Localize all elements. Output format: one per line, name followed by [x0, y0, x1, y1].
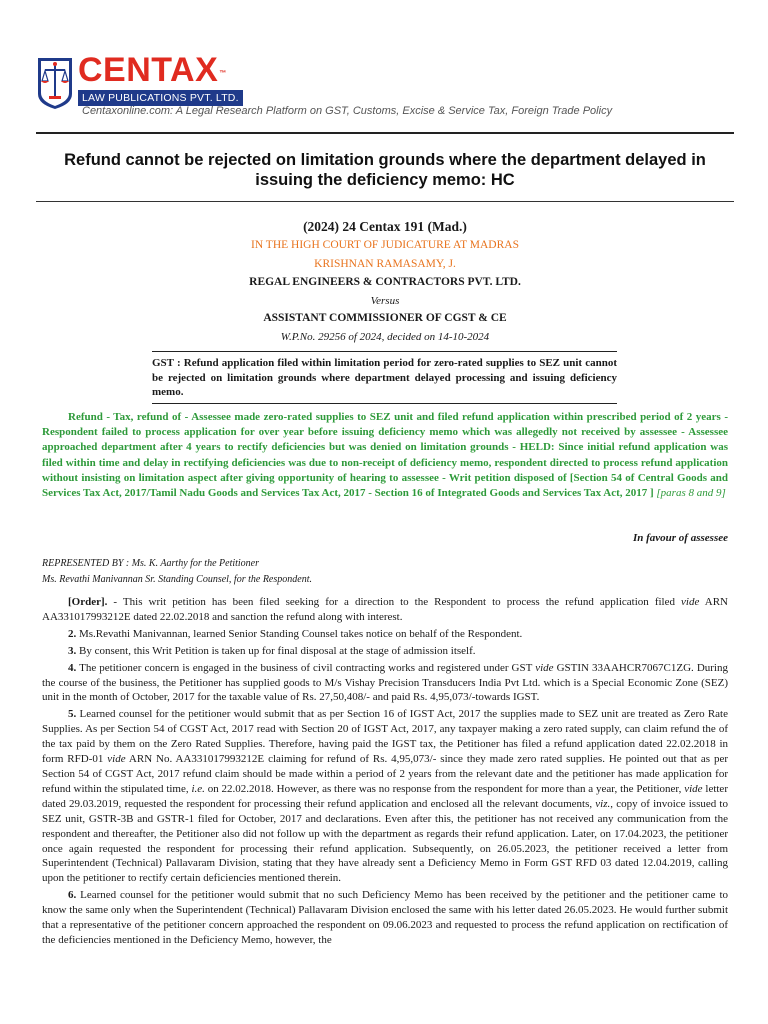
vide-term: vide	[107, 753, 126, 766]
paragraph-number: 4.	[68, 661, 77, 674]
vide-term: vide	[684, 782, 703, 795]
judgment-body	[42, 595, 728, 950]
ie-term: i.e.	[191, 782, 205, 795]
viz-term: viz.	[595, 797, 611, 810]
paras-reference: [paras 8 and 9]	[656, 487, 726, 500]
court-name: IN THE HIGH COURT OF JUDICATURE AT MADRAS	[251, 239, 519, 251]
paragraph-6	[42, 888, 728, 948]
vide-term: vide	[535, 661, 554, 674]
trademark-symbol: ™	[219, 70, 227, 77]
paragraph-5	[42, 707, 728, 886]
paragraph-number: 6.	[68, 889, 77, 902]
paragraph-text: GSTIN 33AAHCR7067C1ZG. During the course of the business, the Petitioner has supplied goods to M/s Vishay Precision Transducers India Pvt Ltd. which is a Special Economic Zone (SEZ) unit in the month of October, 2017 for the taxable value of Rs. 27,50,408/- and paid Rs. 4,95,073/-towards IGST.	[42, 661, 728, 704]
case-summary	[42, 410, 728, 501]
paragraph-text: ARN No. AA331017993212E claiming for refund of Rs. 4,95,073/- since they made zero rated supplies. He pointed out that as per Section 54 of CGST Act, 2017 refund claim should be made within a period of 2 years from the relevant date and the petitioner has made application for refund within the stipulated time,	[42, 753, 728, 795]
versus-label: Versus	[370, 295, 400, 307]
summary-text: Refund - Tax, refund of - Assessee made zero-rated supplies to SEZ unit and filed refund application within prescribed period of 2 years - Respondent failed to process application for over year before issuing deficiency memo which was allegedly not received by assessee - Assessee approached department after 4 years to rectify deficiencies but was denied on limitation grounds - HELD: Since initial refund application was filed within time and delay in rectifying deficiencies was due to non-receipt of deficiency memo, respondent directed to process refund application without insisting on limitation aspect after giving opportunity of hearing to assessee - Writ petition disposed of [Section 54 of Central Goods and Services Tax Act, 2017/Tamil Nadu Goods and Services Tax Act, 2017 - Section 16 of Integrated Goods and Services Tax Act, 2017 ]	[42, 411, 728, 500]
paragraph-4	[42, 661, 728, 706]
publisher-bar: LAW PUBLICATIONS PVT. LTD.	[78, 90, 243, 106]
scales-of-justice-icon	[36, 56, 74, 110]
paragraph-text: Learned counsel for the petitioner would submit that no such Deficiency Memo has been received by the petitioner and the petitioner came to know the same only when the Superintendent (Technical) Pallavaram Division enclosed the same with his letter dated 26.05.2023. He would further submit that a representative of the petitioner concern approached the respondent on 09.06.2023 and requested to process the refund application on rectification of the deficiencies mentioned in the Deficiency Memo, however, the	[42, 889, 728, 946]
tagline: Centaxonline.com: A Legal Research Platform on GST, Customs, Excise & Service Tax, Foreign Trade Policy	[82, 105, 613, 117]
paragraph-text: Learned counsel for the petitioner would submit that as per Section 16 of IGST Act, 2017 the supplies made to SEZ unit are treated as Zero Rate Supplies. As per Section 54 of CGST Act, 2017 read with Section 20 of IGST Act, 2017, any taxpayer making a zero rated supply, can claim refund the of the tax paid by them on the Zero Rated Supplies. Therefore, having paid the IGST tax, the Petitioner has filed a refund application dated 22.02.2018 in form RFD-01	[42, 708, 728, 766]
title-divider	[36, 201, 734, 202]
paragraph-text: letter dated 29.03.2019, requested the respondent for processing their refund application and enclosed all the relevant documents,	[42, 782, 728, 810]
respondent-name: ASSISTANT COMMISSIONER OF CGST & CE	[263, 312, 507, 324]
paragraph-text: on 22.02.2018. However, as there was no response from the respondent for more than a year, the Petitioner,	[204, 782, 685, 795]
petitioner-counsel: REPRESENTED BY : Ms. K. Aarthy for the Petitioner	[42, 558, 260, 569]
judge-name: KRISHNAN RAMASAMY, J.	[314, 258, 456, 270]
paragraph-number: 2.	[68, 627, 77, 640]
vide-term: vide	[681, 596, 700, 608]
paragraph-text: The petitioner concern is engaged in the business of civil contracting works and registered under GST	[76, 661, 536, 674]
petitioner-name: REGAL ENGINEERS & CONTRACTORS PVT. LTD.	[249, 276, 521, 288]
writ-petition-number: W.P.No. 29256 of 2024, decided on 14-10-2024	[280, 331, 490, 343]
paragraph-1	[42, 595, 728, 625]
paragraph-text: By consent, this Writ Petition is taken up for final disposal at the stage of admission itself.	[76, 644, 476, 657]
case-citation: (2024) 24 Centax 191 (Mad.)	[303, 219, 467, 234]
paragraph-number: 5.	[68, 708, 77, 721]
article-title: Refund cannot be rejected on limitation grounds where the department delayed in issuing the deficiency memo: HC	[64, 151, 706, 189]
brand-name: CENTAX™	[78, 51, 227, 89]
header-divider	[36, 132, 734, 134]
headnote-box: GST : Refund application filed within limitation period for zero-rated supplies to SEZ unit cannot be rejected on limitation grounds where department delayed processing and issuing deficiency memo.	[152, 351, 617, 404]
paragraph-3	[42, 644, 728, 659]
centax-header	[36, 51, 736, 124]
representation-block	[42, 556, 728, 588]
respondent-counsel: Ms. Revathi Manivannan Sr. Standing Counsel, for the Respondent.	[42, 574, 312, 585]
paragraph-2	[42, 627, 728, 642]
paragraph-number: 3.	[68, 644, 77, 657]
order-label: [Order].	[68, 596, 108, 608]
favour-label: In favour of assessee	[632, 532, 728, 544]
paragraph-text: Ms.Revathi Manivannan, learned Senior Standing Counsel takes notice on behalf of the Respondent.	[76, 627, 523, 640]
paragraph-text: , copy of invoice issued to SEZ unit, GSTR-3B and GSTR-1 filed for October, 2017 and declarations. Even after this, the petitioner has not received any communication from the respondent and thereafter, the Petitioner also did not follow up with the department as regards their refund application. Later, on 17.04.2023, the petitioner once again requested the respondent for processing their refund application. Subsequently, on 26.05.2023, the petitioner received a letter from Superintendent (Technical) Pallavaram Division, stating that they have already sent a Deficiency Memo in Form GST RFD 03 dated 12.04.2019, calling upon the petitioner to rectify certain deficiencies mentioned therein.	[42, 797, 728, 885]
paragraph-text: - This writ petition has been filed seeking for a direction to the Respondent to process the refund application filed	[107, 596, 682, 608]
paragraph-text: ARN AA331017993212E dated 22.02.2018 and sanction the refund along with interest.	[42, 596, 728, 623]
